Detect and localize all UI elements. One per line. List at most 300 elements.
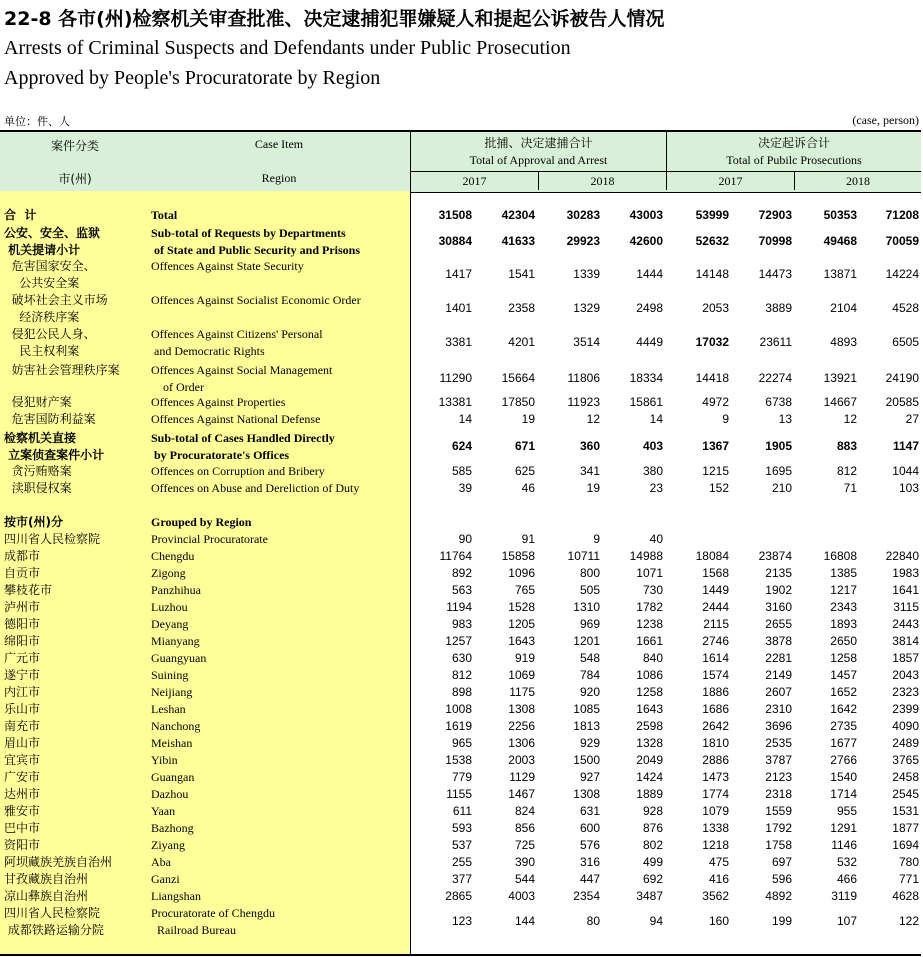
table-row	[0, 582, 921, 599]
table-row	[0, 292, 921, 326]
row-value-2: 91	[521, 532, 535, 546]
row-label-cn: 合 计	[4, 208, 37, 222]
row-label-en: Ziyang	[151, 838, 185, 852]
row-value-2: 1129	[509, 770, 535, 784]
row-value-6: 2655	[765, 617, 792, 631]
row-value-4: 43003	[629, 208, 663, 222]
row-value-6: 1559	[765, 804, 792, 818]
row-value-7: 2735	[830, 719, 857, 733]
row-value-3: 969	[579, 617, 600, 631]
row-value-6: 13	[778, 412, 792, 426]
row-value-2: 1541	[508, 267, 535, 281]
row-value-1: 892	[451, 566, 472, 580]
row-value-2: 856	[514, 821, 535, 835]
row-value-3: 548	[579, 651, 600, 665]
row-label-cn: 南充市	[4, 719, 41, 733]
row-value-3: 631	[579, 804, 600, 818]
row-label-en: Grouped by Region	[151, 515, 252, 529]
row-value-8: 14224	[885, 267, 919, 281]
row-value-8: 4528	[892, 301, 919, 315]
row-value-5: 1886	[702, 685, 729, 699]
row-value-1: 30884	[438, 234, 472, 248]
row-value-6: 3889	[765, 301, 792, 315]
row-value-8: 771	[898, 872, 919, 886]
row-value-4: 1643	[636, 702, 663, 716]
row-value-7: 2104	[830, 301, 857, 315]
row-label-cn: 广元市	[4, 651, 41, 665]
row-value-5: 1367	[702, 439, 729, 453]
row-label-cn: 雅安市	[4, 804, 41, 818]
row-label-cn: 宜宾市	[4, 753, 41, 767]
row-value-5: 4972	[702, 395, 729, 409]
table-row	[0, 633, 921, 650]
row-value-3: 784	[579, 668, 600, 682]
row-value-8: 70059	[885, 234, 919, 248]
table-row	[0, 905, 921, 939]
table-row	[0, 854, 921, 871]
header-year-4: 2018	[846, 174, 870, 188]
row-value-3: 576	[579, 838, 600, 852]
row-label-cn: 阿坝藏族羌族自治州	[4, 855, 113, 869]
header-group2-cn: 决定起诉合计	[757, 136, 830, 150]
table-row	[0, 701, 921, 718]
table-row	[0, 394, 921, 411]
unit-label-cn: 单位：件、人	[4, 115, 70, 128]
row-value-5: 2115	[703, 617, 729, 631]
page-title-en-line2: Approved by People's Procuratorate by Region	[4, 67, 381, 89]
row-value-2: 2003	[508, 753, 535, 767]
row-value-3: 80	[586, 914, 600, 928]
row-value-3: 2354	[573, 889, 600, 903]
row-value-2: 1205	[508, 617, 535, 631]
row-value-3: 9	[593, 532, 600, 546]
row-value-6: 23611	[759, 335, 792, 349]
row-value-1: 624	[451, 439, 472, 453]
row-value-1: 255	[451, 855, 472, 869]
row-value-5: 1574	[702, 668, 729, 682]
row-value-5: 9	[722, 412, 729, 426]
table-row	[0, 258, 921, 292]
row-value-1: 965	[451, 736, 472, 750]
row-value-1: 1008	[445, 702, 472, 716]
row-value-6: 2607	[765, 685, 792, 699]
table-row	[0, 531, 921, 548]
row-value-8: 2458	[892, 770, 919, 784]
row-label-en: Bazhong	[151, 821, 194, 835]
row-label-cn: 绵阳市	[4, 634, 41, 648]
row-label-en: Guangyuan	[151, 651, 207, 665]
row-value-1: 563	[451, 583, 472, 597]
row-label-en: Offences on Abuse and Dereliction of Duty	[151, 481, 360, 495]
row-label-cn: 公安、安全、监狱 机关提请小计	[4, 226, 101, 257]
row-value-7: 1291	[830, 821, 857, 835]
row-value-3: 447	[579, 872, 600, 886]
row-value-3: 1329	[573, 301, 600, 315]
row-value-5: 2746	[702, 634, 729, 648]
row-value-5: 475	[708, 855, 729, 869]
row-label-en: Meishan	[151, 736, 193, 750]
row-label-en: Provincial Procuratorate	[151, 532, 268, 546]
row-value-3: 12	[586, 412, 600, 426]
row-label-en: Dazhou	[151, 787, 189, 801]
row-value-8: 2489	[892, 736, 919, 750]
row-value-3: 505	[579, 583, 600, 597]
row-label-cn: 资阳市	[4, 838, 41, 852]
row-value-6: 2310	[765, 702, 792, 716]
row-value-5: 1568	[702, 566, 729, 580]
row-value-8: 22840	[885, 549, 919, 563]
row-label-en: Guangan	[151, 770, 195, 784]
row-value-2: 42304	[501, 208, 535, 222]
header-year-1: 2017	[462, 174, 487, 188]
row-value-5: 1215	[702, 464, 729, 478]
row-value-4: 876	[642, 821, 663, 835]
header-group1-en: Total of Approval and Arrest	[469, 153, 608, 167]
page-title-cn: 22-8 各市(州)检察机关审查批准、决定逮捕犯罪嫌疑人和提起公诉被告人情况	[4, 8, 665, 30]
row-value-7: 1146	[831, 838, 857, 852]
table-row	[0, 497, 921, 514]
row-label-cn: 乐山市	[4, 702, 41, 716]
row-label-en: Offences Against Socialist Economic Order	[151, 293, 361, 307]
row-value-3: 29923	[566, 234, 600, 248]
row-label-cn: 侵犯公民人身、 民主权利案	[11, 327, 96, 358]
row-value-6: 3696	[765, 719, 792, 733]
row-value-7: 1258	[830, 651, 857, 665]
row-label-cn: 巴中市	[4, 821, 41, 835]
row-value-6: 4892	[765, 889, 792, 903]
row-value-6: 23874	[758, 549, 792, 563]
page-title-en-line1: Arrests of Criminal Suspects and Defendants under Public Prosecution	[4, 37, 571, 59]
row-value-7: 1714	[830, 787, 857, 801]
row-label-en: Offences Against Citizens' Personal and Democratic Rights	[151, 327, 323, 358]
row-value-4: 14988	[629, 549, 663, 563]
row-value-7: 2343	[830, 600, 857, 614]
row-value-5: 1614	[702, 651, 729, 665]
table-row	[0, 326, 921, 360]
row-value-6: 1905	[765, 439, 792, 453]
table-row	[0, 837, 921, 854]
row-value-2: 15858	[501, 549, 535, 563]
row-value-5: 17032	[695, 335, 729, 349]
row-value-5: 14418	[695, 371, 729, 385]
row-value-3: 1201	[573, 634, 600, 648]
table-row	[0, 871, 921, 888]
row-label-cn: 按市(州)分	[4, 515, 63, 529]
table-row	[0, 599, 921, 616]
row-value-4: 802	[642, 838, 663, 852]
row-value-5: 416	[708, 872, 729, 886]
row-value-4: 840	[642, 651, 663, 665]
header-case-cn: 案件分类	[50, 139, 99, 153]
row-value-2: 1467	[508, 787, 535, 801]
row-value-7: 466	[836, 872, 857, 886]
row-value-1: 1257	[445, 634, 472, 648]
table-row	[0, 803, 921, 820]
row-value-4: 730	[642, 583, 663, 597]
row-label-en: Offences on Corruption and Bribery	[151, 464, 325, 478]
header-year-3: 2017	[718, 174, 743, 188]
row-label-cn: 渎职侵权案	[4, 481, 72, 495]
row-label-cn: 危害国家安全、 公共安全案	[11, 259, 96, 290]
row-value-2: 1069	[508, 668, 535, 682]
row-value-8: 24190	[885, 371, 919, 385]
row-value-6: 1902	[765, 583, 792, 597]
row-label-en: Neijiang	[151, 685, 193, 699]
row-value-5: 1218	[702, 838, 729, 852]
header-group1-cn: 批捕、决定逮捕合计	[484, 136, 593, 150]
header-group2-en: Total of Pubilc Prosecutions	[726, 153, 862, 167]
row-value-3: 600	[579, 821, 600, 835]
row-value-8: 6505	[892, 335, 919, 349]
row-value-8: 2399	[892, 702, 919, 716]
row-value-3: 1085	[573, 702, 600, 716]
row-value-7: 532	[836, 855, 857, 869]
row-value-5: 1473	[702, 770, 729, 784]
header-year-2: 2018	[590, 174, 615, 188]
row-value-8: 1641	[892, 583, 919, 597]
row-value-8: 1044	[892, 464, 919, 478]
row-value-1: 2865	[445, 889, 472, 903]
row-value-5: 52632	[695, 234, 729, 248]
row-value-8: 4090	[892, 719, 919, 733]
row-value-8: 2545	[892, 787, 919, 801]
row-label-cn: 自贡市	[4, 566, 41, 580]
row-value-2: 2358	[508, 301, 535, 315]
row-value-4: 1444	[636, 267, 663, 281]
row-label-en: Offences Against National Defense	[151, 412, 321, 426]
row-label-en: Liangshan	[151, 889, 201, 903]
row-value-2: 19	[521, 412, 535, 426]
row-value-2: 725	[514, 838, 535, 852]
row-value-8: 3765	[892, 753, 919, 767]
row-value-1: 779	[451, 770, 472, 784]
row-value-7: 4893	[830, 335, 857, 349]
row-value-7: 1457	[830, 668, 857, 682]
row-value-3: 30283	[566, 208, 600, 222]
row-value-4: 1889	[636, 787, 663, 801]
row-value-7: 1677	[830, 736, 857, 750]
row-value-2: 824	[514, 804, 535, 818]
row-value-2: 1096	[508, 566, 535, 580]
row-value-7: 13921	[823, 371, 857, 385]
row-value-2: 765	[514, 583, 535, 597]
row-value-4: 42600	[629, 234, 663, 248]
row-value-8: 4628	[892, 889, 919, 903]
row-label-en: Mianyang	[151, 634, 200, 648]
row-value-7: 812	[836, 464, 857, 478]
row-value-7: 13871	[823, 267, 857, 281]
table-row	[0, 735, 921, 752]
row-value-5: 3562	[702, 889, 729, 903]
table-row	[0, 480, 921, 497]
row-value-2: 15664	[501, 371, 535, 385]
row-value-7: 107	[836, 914, 857, 928]
row-label-cn: 泸州市	[4, 600, 41, 614]
row-value-8: 2043	[892, 668, 919, 682]
row-value-6: 596	[771, 872, 792, 886]
row-value-2: 2256	[508, 719, 535, 733]
row-value-5: 2642	[702, 719, 729, 733]
row-value-8: 20585	[885, 395, 919, 409]
row-value-6: 2535	[765, 736, 792, 750]
row-value-5: 1686	[702, 702, 729, 716]
row-value-4: 1238	[636, 617, 663, 631]
row-value-3: 927	[579, 770, 600, 784]
row-value-5: 2444	[702, 600, 729, 614]
row-value-4: 1086	[636, 668, 663, 682]
row-value-1: 1619	[445, 719, 472, 733]
row-value-5: 53999	[695, 208, 729, 222]
row-value-4: 1258	[636, 685, 663, 699]
row-value-6: 3160	[765, 600, 792, 614]
unit-label-en: (case, person)	[852, 113, 919, 127]
row-label-cn: 成都市	[4, 549, 41, 563]
row-value-4: 15861	[629, 395, 663, 409]
row-value-3: 11923	[567, 395, 600, 409]
row-value-8: 71208	[885, 208, 919, 222]
row-label-cn: 达州市	[4, 787, 41, 801]
table-row	[0, 888, 921, 905]
row-value-2: 4201	[508, 335, 535, 349]
row-value-8: 122	[898, 914, 919, 928]
row-label-en: Offences Against State Security	[151, 259, 304, 273]
table-row	[0, 514, 921, 531]
row-value-6: 2318	[765, 787, 792, 801]
row-value-2: 671	[514, 439, 535, 453]
row-label-en: Sub-total of Requests by Departments of State and Public Security and Prisons	[151, 226, 361, 257]
row-value-2: 1175	[509, 685, 535, 699]
row-value-4: 14	[649, 412, 663, 426]
row-value-3: 920	[579, 685, 600, 699]
row-label-cn: 破坏社会主义市场 经济秩序案	[11, 293, 108, 324]
row-value-4: 1782	[636, 600, 663, 614]
row-value-1: 90	[458, 532, 472, 546]
row-label-en: Sub-total of Cases Handled Directly by Procuratorate's Offices	[151, 431, 335, 462]
row-value-4: 403	[642, 439, 663, 453]
row-value-8: 2323	[892, 685, 919, 699]
row-value-2: 1528	[508, 600, 535, 614]
row-value-4: 18334	[629, 371, 663, 385]
row-label-cn: 眉山市	[4, 736, 41, 750]
row-value-1: 39	[458, 481, 472, 495]
row-label-en: Offences Against Properties	[151, 395, 286, 409]
table-row	[0, 362, 921, 396]
row-value-5: 152	[708, 481, 729, 495]
row-value-7: 1893	[830, 617, 857, 631]
row-value-3: 316	[579, 855, 600, 869]
row-value-2: 17850	[501, 395, 535, 409]
row-value-1: 123	[451, 914, 472, 928]
row-value-8: 3814	[892, 634, 919, 648]
row-value-4: 692	[642, 872, 663, 886]
row-value-1: 11764	[439, 549, 472, 563]
table-row	[0, 548, 921, 565]
row-value-3: 11806	[567, 371, 600, 385]
row-value-6: 1758	[765, 838, 792, 852]
row-value-7: 1385	[830, 566, 857, 580]
row-value-1: 1194	[446, 600, 472, 614]
row-label-en: Yibin	[151, 753, 178, 767]
row-label-en: Panzhihua	[151, 583, 201, 597]
table-row	[0, 650, 921, 667]
row-value-4: 1424	[636, 770, 663, 784]
row-value-5: 1774	[702, 787, 729, 801]
row-value-4: 1661	[636, 634, 663, 648]
row-value-7: 12	[843, 412, 857, 426]
table-row	[0, 752, 921, 769]
row-value-5: 1079	[702, 804, 729, 818]
row-value-6: 72903	[758, 208, 792, 222]
row-value-7: 1540	[830, 770, 857, 784]
row-label-cn: 遂宁市	[4, 668, 41, 682]
row-value-4: 23	[649, 481, 663, 495]
row-value-2: 4003	[508, 889, 535, 903]
row-value-2: 1643	[508, 634, 535, 648]
row-value-2: 1308	[508, 702, 535, 716]
row-value-1: 585	[451, 464, 472, 478]
row-value-8: 103	[898, 481, 919, 495]
row-label-en: Yaan	[151, 804, 176, 818]
row-label-en: Chengdu	[151, 549, 195, 563]
row-value-3: 1813	[573, 719, 600, 733]
row-label-cn: 检察机关直接 立案侦查案件小计	[4, 431, 105, 462]
row-value-6: 22274	[758, 371, 792, 385]
row-label-en: Aba	[151, 855, 171, 869]
table-row	[0, 667, 921, 684]
row-label-cn: 内江市	[4, 685, 41, 699]
row-label-en: Nanchong	[151, 719, 201, 733]
row-value-7: 1652	[830, 685, 857, 699]
row-label-en: Leshan	[151, 702, 186, 716]
row-value-1: 630	[451, 651, 472, 665]
row-value-7: 14667	[823, 395, 857, 409]
row-label-en: Suining	[151, 668, 189, 682]
row-value-1: 593	[451, 821, 472, 835]
row-value-6: 210	[771, 481, 792, 495]
row-value-5: 1810	[702, 736, 729, 750]
row-value-1: 983	[451, 617, 472, 631]
row-value-7: 71	[843, 481, 857, 495]
table-row	[0, 718, 921, 735]
row-value-2: 544	[514, 872, 535, 886]
row-value-5: 1338	[702, 821, 729, 835]
row-value-1: 537	[451, 838, 472, 852]
row-value-1: 1417	[445, 267, 472, 281]
row-value-1: 1401	[445, 301, 472, 315]
row-value-4: 928	[642, 804, 663, 818]
row-label-en: Deyang	[151, 617, 189, 631]
row-value-4: 1071	[636, 566, 663, 580]
row-value-6: 3878	[765, 634, 792, 648]
row-label-cn: 攀枝花市	[4, 583, 53, 597]
row-value-6: 70998	[758, 234, 792, 248]
row-value-6: 2149	[765, 668, 792, 682]
table-row	[0, 225, 921, 259]
header-case-en: Case Item	[254, 137, 304, 151]
row-value-1: 377	[451, 872, 472, 886]
row-value-1: 3381	[445, 335, 472, 349]
row-value-7: 1642	[830, 702, 857, 716]
row-value-3: 929	[579, 736, 600, 750]
table-bottom-rule	[0, 954, 921, 956]
row-value-4: 94	[649, 914, 663, 928]
row-value-6: 697	[771, 855, 792, 869]
table-row	[0, 769, 921, 786]
row-label-cn: 妨害社会管理秩序案	[4, 363, 120, 377]
table-row	[0, 565, 921, 582]
row-value-3: 3514	[573, 335, 600, 349]
row-value-1: 11290	[439, 371, 472, 385]
